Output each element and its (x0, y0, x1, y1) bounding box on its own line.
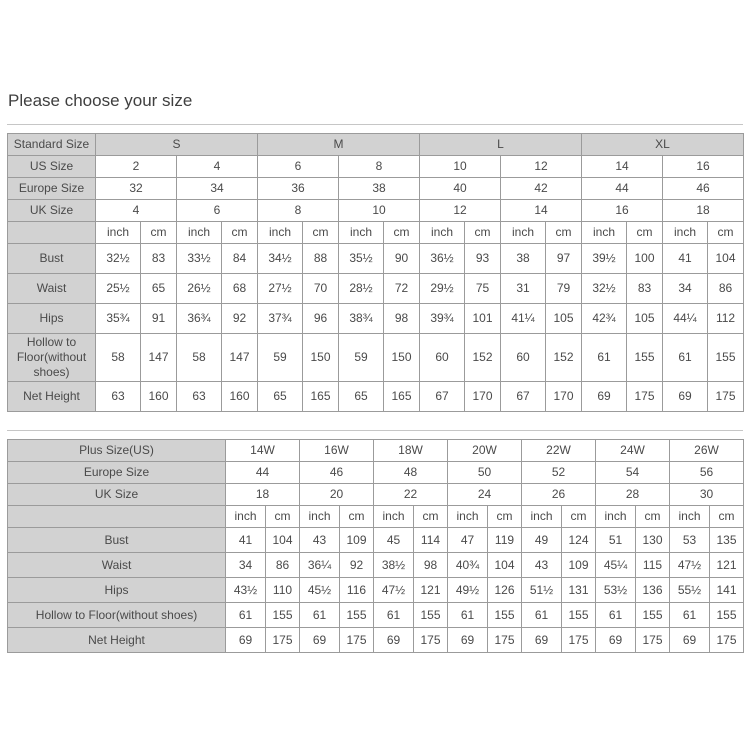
measure-cell: 160 (141, 382, 177, 412)
size-cell: 38 (339, 178, 420, 200)
measure-cell: 155 (266, 603, 300, 628)
size-cell: 14 (501, 200, 582, 222)
size-cell: 14 (582, 156, 663, 178)
measure-cell: 69 (596, 628, 636, 653)
size-cell: 16 (582, 200, 663, 222)
size-cell: 24 (448, 484, 522, 506)
measure-cell: 36¼ (300, 553, 340, 578)
measure-cell: 170 (465, 382, 501, 412)
measure-cell: 131 (562, 578, 596, 603)
size-cell: 8 (339, 156, 420, 178)
measure-cell: 155 (708, 334, 744, 382)
unit-header-cm: cm (141, 222, 177, 244)
measure-cell: 175 (562, 628, 596, 653)
measure-cell: 53½ (596, 578, 636, 603)
measure-cell: 41¼ (501, 304, 546, 334)
measure-cell: 43½ (226, 578, 266, 603)
unit-header-inch: inch (226, 506, 266, 528)
measure-cell: 44¼ (663, 304, 708, 334)
measure-cell: 75 (465, 274, 501, 304)
measure-cell: 43 (300, 528, 340, 553)
size-cell: 20 (300, 484, 374, 506)
size-cell: 6 (258, 156, 339, 178)
size-group-header: 22W (522, 440, 596, 462)
measure-cell: 43 (522, 553, 562, 578)
unit-header-inch: inch (670, 506, 710, 528)
size-cell: 36 (258, 178, 339, 200)
measure-cell: 150 (384, 334, 420, 382)
measure-cell: 61 (670, 603, 710, 628)
unit-header-cm: cm (708, 222, 744, 244)
corner-label: Standard Size (8, 134, 96, 156)
measure-cell: 47½ (374, 578, 414, 603)
measure-cell: 105 (546, 304, 582, 334)
measure-cell: 175 (488, 628, 522, 653)
size-cell: 44 (226, 462, 300, 484)
measure-cell: 84 (222, 244, 258, 274)
unit-row-corner (8, 222, 96, 244)
measure-cell: 39¾ (420, 304, 465, 334)
measure-cell: 155 (414, 603, 448, 628)
measure-cell: 36½ (420, 244, 465, 274)
measure-cell: 60 (420, 334, 465, 382)
measure-cell: 38¾ (339, 304, 384, 334)
measure-cell: 49 (522, 528, 562, 553)
plus-size-table (7, 439, 744, 653)
size-cell: 8 (258, 200, 339, 222)
size-group-header: S (96, 134, 258, 156)
measure-cell: 170 (546, 382, 582, 412)
size-cell: 46 (300, 462, 374, 484)
measure-cell: 90 (384, 244, 420, 274)
measure-cell: 165 (384, 382, 420, 412)
unit-header-cm: cm (414, 506, 448, 528)
size-cell: 46 (663, 178, 744, 200)
measure-cell: 79 (546, 274, 582, 304)
measure-cell: 34 (663, 274, 708, 304)
measure-cell: 67 (501, 382, 546, 412)
measure-cell: 27½ (258, 274, 303, 304)
size-cell: 44 (582, 178, 663, 200)
measure-cell: 175 (636, 628, 670, 653)
measure-cell: 121 (710, 553, 744, 578)
unit-header-inch: inch (96, 222, 141, 244)
unit-header-cm: cm (546, 222, 582, 244)
size-cell: 18 (663, 200, 744, 222)
size-group-header: 20W (448, 440, 522, 462)
unit-header-cm: cm (303, 222, 339, 244)
measure-cell: 86 (266, 553, 300, 578)
measure-cell: 40¾ (448, 553, 488, 578)
row-label: Hips (8, 304, 96, 334)
size-cell: 50 (448, 462, 522, 484)
measure-cell: 121 (414, 578, 448, 603)
measure-cell: 155 (710, 603, 744, 628)
size-group-header: 14W (226, 440, 300, 462)
measure-cell: 92 (340, 553, 374, 578)
unit-header-inch: inch (258, 222, 303, 244)
unit-header-cm: cm (384, 222, 420, 244)
page-title: Please choose your size (8, 91, 193, 110)
measure-cell: 69 (448, 628, 488, 653)
measure-cell: 126 (488, 578, 522, 603)
measure-cell: 69 (582, 382, 627, 412)
row-label: Bust (8, 528, 226, 553)
measure-cell: 100 (627, 244, 663, 274)
size-cell: 32 (96, 178, 177, 200)
unit-row-corner (8, 506, 226, 528)
size-cell: 2 (96, 156, 177, 178)
size-cell: 6 (177, 200, 258, 222)
size-group-header: 26W (670, 440, 744, 462)
measure-cell: 25½ (96, 274, 141, 304)
measure-cell: 35½ (339, 244, 384, 274)
size-cell: 52 (522, 462, 596, 484)
measure-cell: 65 (258, 382, 303, 412)
measure-cell: 34 (226, 553, 266, 578)
measure-cell: 83 (141, 244, 177, 274)
unit-header-inch: inch (420, 222, 465, 244)
measure-cell: 45¼ (596, 553, 636, 578)
size-cell: 18 (226, 484, 300, 506)
measure-cell: 69 (522, 628, 562, 653)
unit-header-inch: inch (448, 506, 488, 528)
measure-cell: 29½ (420, 274, 465, 304)
measure-cell: 83 (627, 274, 663, 304)
unit-header-cm: cm (710, 506, 744, 528)
measure-cell: 98 (384, 304, 420, 334)
size-cell: 12 (420, 200, 501, 222)
measure-cell: 136 (636, 578, 670, 603)
measure-cell: 42¾ (582, 304, 627, 334)
measure-cell: 116 (340, 578, 374, 603)
size-cell: 40 (420, 178, 501, 200)
measure-cell: 60 (501, 334, 546, 382)
measure-cell: 155 (636, 603, 670, 628)
size-cell: 28 (596, 484, 670, 506)
unit-header-cm: cm (266, 506, 300, 528)
measure-cell: 39½ (582, 244, 627, 274)
measure-cell: 69 (226, 628, 266, 653)
measure-cell: 61 (374, 603, 414, 628)
unit-header-cm: cm (627, 222, 663, 244)
measure-cell: 109 (562, 553, 596, 578)
measure-cell: 175 (710, 628, 744, 653)
measure-cell: 130 (636, 528, 670, 553)
measure-cell: 61 (226, 603, 266, 628)
measure-cell: 69 (663, 382, 708, 412)
unit-header-cm: cm (340, 506, 374, 528)
measure-cell: 110 (266, 578, 300, 603)
measure-cell: 41 (663, 244, 708, 274)
unit-header-inch: inch (339, 222, 384, 244)
row-label: Europe Size (8, 178, 96, 200)
measure-cell: 36¾ (177, 304, 222, 334)
unit-header-inch: inch (582, 222, 627, 244)
measure-cell: 63 (96, 382, 141, 412)
measure-cell: 61 (300, 603, 340, 628)
measure-cell: 59 (258, 334, 303, 382)
size-cell: 42 (501, 178, 582, 200)
measure-cell: 38½ (374, 553, 414, 578)
measure-cell: 32½ (96, 244, 141, 274)
measure-cell: 67 (420, 382, 465, 412)
measure-cell: 65 (141, 274, 177, 304)
measure-cell: 175 (340, 628, 374, 653)
size-cell: 30 (670, 484, 744, 506)
measure-cell: 61 (596, 603, 636, 628)
size-cell: 34 (177, 178, 258, 200)
measure-cell: 150 (303, 334, 339, 382)
divider (7, 124, 743, 125)
measure-cell: 47 (448, 528, 488, 553)
measure-cell: 155 (627, 334, 663, 382)
size-group-header: M (258, 134, 420, 156)
unit-header-cm: cm (488, 506, 522, 528)
measure-cell: 98 (414, 553, 448, 578)
measure-cell: 34½ (258, 244, 303, 274)
measure-cell: 114 (414, 528, 448, 553)
measure-cell: 68 (222, 274, 258, 304)
measure-cell: 45 (374, 528, 414, 553)
size-group-header: L (420, 134, 582, 156)
size-cell: 12 (501, 156, 582, 178)
row-label: Waist (8, 553, 226, 578)
measure-cell: 96 (303, 304, 339, 334)
measure-cell: 58 (177, 334, 222, 382)
measure-cell: 165 (303, 382, 339, 412)
row-label: Hollow to Floor(without shoes) (8, 334, 96, 382)
measure-cell: 31 (501, 274, 546, 304)
measure-cell: 147 (222, 334, 258, 382)
measure-cell: 135 (710, 528, 744, 553)
size-cell: 4 (177, 156, 258, 178)
measure-cell: 147 (141, 334, 177, 382)
measure-cell: 119 (488, 528, 522, 553)
measure-cell: 88 (303, 244, 339, 274)
measure-cell: 152 (546, 334, 582, 382)
measure-cell: 33½ (177, 244, 222, 274)
measure-cell: 112 (708, 304, 744, 334)
unit-header-cm: cm (465, 222, 501, 244)
measure-cell: 58 (96, 334, 141, 382)
unit-header-cm: cm (222, 222, 258, 244)
row-label: Net Height (8, 382, 96, 412)
unit-header-inch: inch (663, 222, 708, 244)
size-group-header: XL (582, 134, 744, 156)
row-label: US Size (8, 156, 96, 178)
measure-cell: 104 (488, 553, 522, 578)
measure-cell: 61 (582, 334, 627, 382)
size-cell: 16 (663, 156, 744, 178)
measure-cell: 69 (670, 628, 710, 653)
measure-cell: 91 (141, 304, 177, 334)
measure-cell: 32½ (582, 274, 627, 304)
measure-cell: 28½ (339, 274, 384, 304)
measure-cell: 175 (708, 382, 744, 412)
row-label: Net Height (8, 628, 226, 653)
size-cell: 54 (596, 462, 670, 484)
measure-cell: 155 (340, 603, 374, 628)
measure-cell: 124 (562, 528, 596, 553)
size-cell: 4 (96, 200, 177, 222)
measure-cell: 175 (414, 628, 448, 653)
measure-cell: 61 (522, 603, 562, 628)
size-group-header: 16W (300, 440, 374, 462)
unit-header-inch: inch (374, 506, 414, 528)
size-cell: 56 (670, 462, 744, 484)
measure-cell: 175 (627, 382, 663, 412)
measure-cell: 93 (465, 244, 501, 274)
standard-size-table (7, 133, 744, 412)
measure-cell: 51 (596, 528, 636, 553)
unit-header-inch: inch (300, 506, 340, 528)
measure-cell: 115 (636, 553, 670, 578)
measure-cell: 69 (300, 628, 340, 653)
measure-cell: 45½ (300, 578, 340, 603)
measure-cell: 47½ (670, 553, 710, 578)
measure-cell: 26½ (177, 274, 222, 304)
measure-cell: 53 (670, 528, 710, 553)
row-label: UK Size (8, 484, 226, 506)
measure-cell: 141 (710, 578, 744, 603)
measure-cell: 175 (266, 628, 300, 653)
size-group-header: 18W (374, 440, 448, 462)
measure-cell: 72 (384, 274, 420, 304)
measure-cell: 65 (339, 382, 384, 412)
measure-cell: 92 (222, 304, 258, 334)
unit-header-inch: inch (501, 222, 546, 244)
unit-header-inch: inch (177, 222, 222, 244)
measure-cell: 61 (448, 603, 488, 628)
unit-header-cm: cm (636, 506, 670, 528)
size-cell: 48 (374, 462, 448, 484)
row-label: Waist (8, 274, 96, 304)
measure-cell: 105 (627, 304, 663, 334)
size-group-header: 24W (596, 440, 670, 462)
row-label: UK Size (8, 200, 96, 222)
measure-cell: 155 (488, 603, 522, 628)
measure-cell: 97 (546, 244, 582, 274)
measure-cell: 61 (663, 334, 708, 382)
size-cell: 22 (374, 484, 448, 506)
measure-cell: 55½ (670, 578, 710, 603)
divider (7, 430, 743, 431)
measure-cell: 63 (177, 382, 222, 412)
measure-cell: 104 (708, 244, 744, 274)
unit-header-cm: cm (562, 506, 596, 528)
size-cell: 26 (522, 484, 596, 506)
measure-cell: 51½ (522, 578, 562, 603)
unit-header-inch: inch (596, 506, 636, 528)
measure-cell: 160 (222, 382, 258, 412)
measure-cell: 70 (303, 274, 339, 304)
corner-label: Plus Size(US) (8, 440, 226, 462)
measure-cell: 35¾ (96, 304, 141, 334)
measure-cell: 86 (708, 274, 744, 304)
row-label: Bust (8, 244, 96, 274)
measure-cell: 38 (501, 244, 546, 274)
measure-cell: 152 (465, 334, 501, 382)
measure-cell: 59 (339, 334, 384, 382)
size-cell: 10 (339, 200, 420, 222)
unit-header-inch: inch (522, 506, 562, 528)
row-label: Hips (8, 578, 226, 603)
measure-cell: 41 (226, 528, 266, 553)
measure-cell: 37¾ (258, 304, 303, 334)
measure-cell: 155 (562, 603, 596, 628)
row-label: Europe Size (8, 462, 226, 484)
measure-cell: 69 (374, 628, 414, 653)
row-label: Hollow to Floor(without shoes) (8, 603, 226, 628)
measure-cell: 49½ (448, 578, 488, 603)
measure-cell: 104 (266, 528, 300, 553)
measure-cell: 101 (465, 304, 501, 334)
size-cell: 10 (420, 156, 501, 178)
measure-cell: 109 (340, 528, 374, 553)
